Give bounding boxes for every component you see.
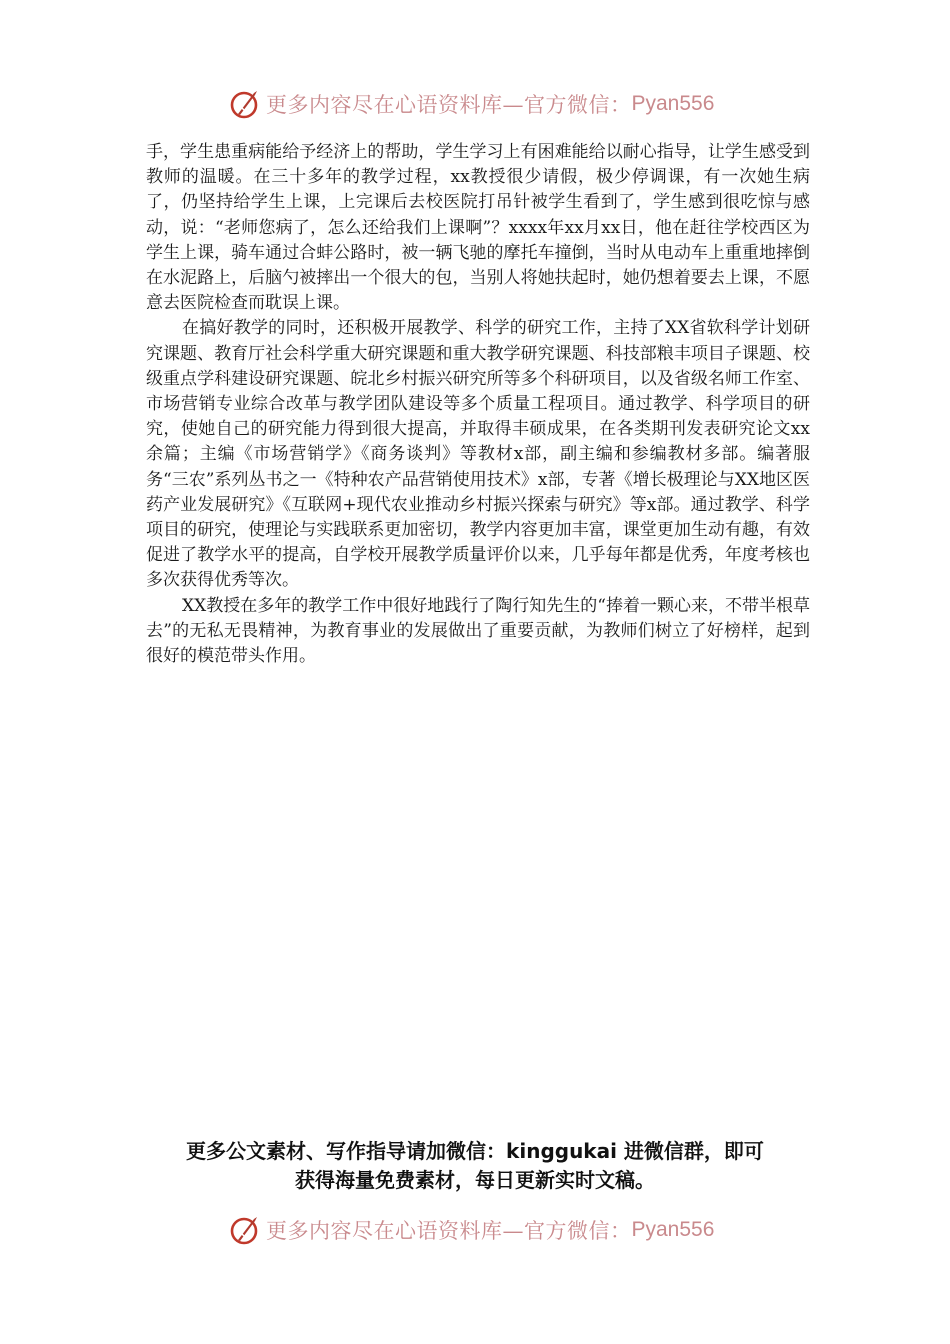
header-banner (0, 84, 950, 124)
quill-circle-logo-icon (228, 1213, 262, 1247)
article-body (146, 140, 810, 669)
header-banner-text: 更多内容尽在心语资料库—官方微信： (266, 93, 632, 117)
header-wechat-id: Pyan556 (631, 92, 715, 115)
paragraph-conclusion: XX教授在多年的教学工作中很好地践行了陶行知先生的“捧着一颗心来，不带半根草去”的无私无畏精神，为教育事业的发展做出了重要贡献，为教师们树立了好榜样，起到很好的模范带头作用。 (146, 595, 810, 667)
quill-circle-logo-icon (228, 87, 262, 121)
footer-banner-text: 更多内容尽在心语资料库—官方微信： (266, 1219, 632, 1243)
paragraph-continued: 手，学生患重病能给予经济上的帮助，学生学习上有困难能给以耐心指导，让学生感受到教师的温暖。在三十多年的教学过程，xx教授很少请假，极少停调课，有一次她生病了，仍坚持给学生上课，上完课后去校医院打吊针被学生看到了，学生感到很吃惊与感动，说：“老师您病了，怎么还给我们上课啊”？xxxx年xx月xx日，他在赶往学校西区为学生上课，骑车通过合蚌公路时，被一辆飞驰的摩托车撞倒，当时从电动车上重重地摔倒在水泥路上，后脑勺被摔出一个很大的包，当别人将她扶起时，她仍想着要去上课，不愿意去医院检查而耽误上课。 (146, 142, 810, 314)
footer-banner (0, 1210, 950, 1250)
promo-line-1: 更多公文素材、写作指导请加微信：kinggukai 进微信群，即可 (186, 1139, 764, 1163)
promo-line-2: 获得海量免费素材，每日更新实时文稿。 (295, 1168, 655, 1192)
paragraph-research: 在搞好教学的同时，还积极开展教学、科学的研究工作，主持了XX省软科学计划研究课题、教育厅社会科学重大研究课题和重大教学研究课题、科技部粮丰项目子课题、校级重点学科建设研究课题、皖北乡村振兴研究所等多个科研项目，以及省级名师工作室、市场营销专业综合改革与教学团队建设等多个质量工程项目。通过教学、科学项目的研究，使她自己的研究能力得到很大提高，并取得丰硕成果，在各类期刊发表研究论文xx余篇；主编《市场营销学》《商务谈判》等教材x部，副主编和参编教材多部。编著服务“三农”系列丛书之一《特种农产品营销使用技术》x部，专著《增长极理论与XX地区医药产业发展研究》《互联网+现代农业推动乡村振兴探索与研究》等x部。通过教学、科学项目的研究，使理论与实践联系更加密切，教学内容更加丰富，课堂更加生动有趣，有效促进了教学水平的提高，自学校开展教学质量评价以来，几乎每年都是优秀，年度考核也多次获得优秀等次。 (146, 318, 810, 591)
footer-wechat-id: Pyan556 (631, 1218, 715, 1241)
promo-notice (120, 1137, 830, 1195)
